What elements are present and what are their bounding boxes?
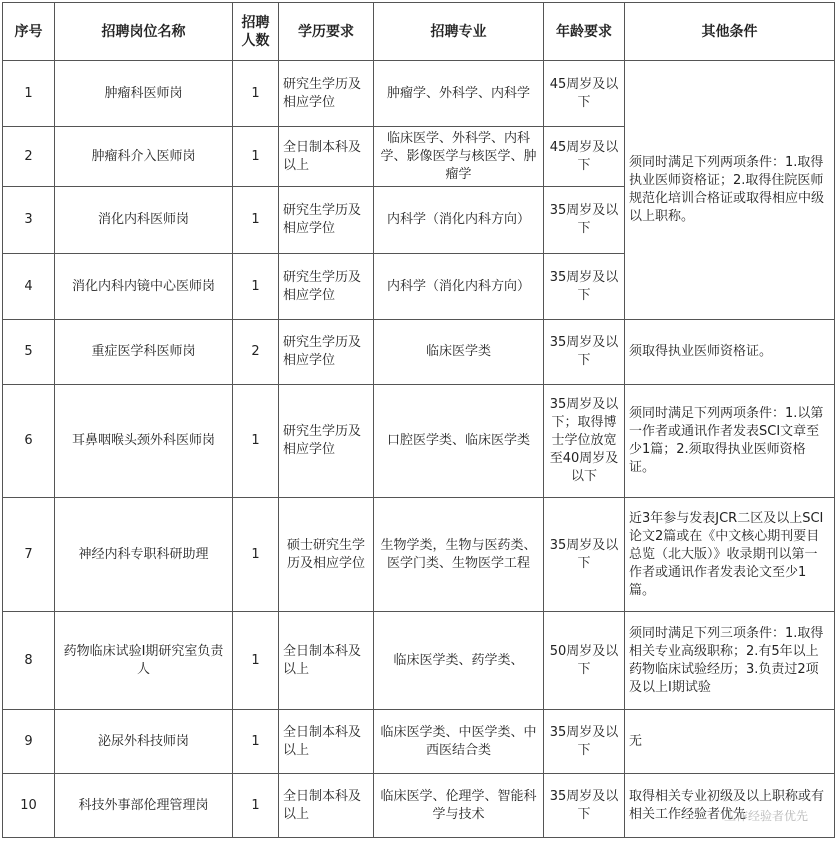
- recruitment-table: [2, 2, 835, 838]
- cell-position: 科技外事部伦理管理岗: [55, 774, 233, 838]
- cell-other: 须同时满足下列两项条件：1.以第一作者或通讯作者发表SCI文章至少1篇；2.须取得执业医师资格证。: [625, 385, 835, 498]
- cell-education: 全日制本科及以上: [279, 127, 374, 187]
- cell-major: 生物学类，生物与医药类、医学门类、生物医学工程: [374, 498, 544, 612]
- cell-index: 3: [3, 187, 55, 254]
- cell-major: 内科学（消化内科方向）: [374, 187, 544, 254]
- header-other: 其他条件: [625, 3, 835, 61]
- cell-age: 35周岁及以下: [544, 320, 625, 385]
- cell-position: 泌尿外科技师岗: [55, 710, 233, 774]
- cell-major: 肿瘤学、外科学、内科学: [374, 61, 544, 127]
- header-major: 招聘专业: [374, 3, 544, 61]
- cell-position: 消化内科医师岗: [55, 187, 233, 254]
- cell-education: 研究生学历及相应学位: [279, 320, 374, 385]
- cell-other: 近3年参与发表JCR二区及以上SCI论文2篇或在《中文核心期刊要目总览（北大版）》收录期刊以第一作者或通讯作者发表论文至少1篇。: [625, 498, 835, 612]
- cell-education: 研究生学历及相应学位: [279, 385, 374, 498]
- cell-age: 35周岁及以下: [544, 710, 625, 774]
- cell-index: 10: [3, 774, 55, 838]
- cell-other: 无: [625, 710, 835, 774]
- cell-other-shared: 须同时满足下列两项条件：1.取得执业医师资格证；2.取得住院医师规范化培训合格证或取得相应中级以上职称。: [625, 61, 835, 320]
- table-row: [3, 385, 835, 498]
- cell-education: 研究生学历及相应学位: [279, 254, 374, 320]
- header-count: 招聘人数: [233, 3, 279, 61]
- header-index: 序号: [3, 3, 55, 61]
- cell-major: 临床医学类、中医学类、中西医结合类: [374, 710, 544, 774]
- cell-age: 50周岁及以下: [544, 612, 625, 710]
- cell-education: 研究生学历及相应学位: [279, 187, 374, 254]
- cell-index: 5: [3, 320, 55, 385]
- cell-index: 7: [3, 498, 55, 612]
- cell-count: 1: [233, 61, 279, 127]
- cell-age: 35周岁及以下；取得博士学位放宽至40周岁及以下: [544, 385, 625, 498]
- cell-position: 重症医学科医师岗: [55, 320, 233, 385]
- cell-index: 9: [3, 710, 55, 774]
- table-row: [3, 320, 835, 385]
- table-row: [3, 710, 835, 774]
- cell-major: 内科学（消化内科方向）: [374, 254, 544, 320]
- table-row: [3, 498, 835, 612]
- table-row: [3, 61, 835, 127]
- watermark: 工作经验者优先: [724, 809, 809, 823]
- cell-count: 1: [233, 385, 279, 498]
- cell-position: 肿瘤科介入医师岗: [55, 127, 233, 187]
- cell-position: 耳鼻咽喉头颈外科医师岗: [55, 385, 233, 498]
- cell-major: 临床医学类: [374, 320, 544, 385]
- cell-other: 取得相关专业初级及以上职称或有相关工作经验者优先: [625, 774, 835, 838]
- cell-age: 45周岁及以下: [544, 127, 625, 187]
- header-row: [3, 3, 835, 61]
- cell-position: 消化内科内镜中心医师岗: [55, 254, 233, 320]
- cell-index: 2: [3, 127, 55, 187]
- table-row: [3, 612, 835, 710]
- cell-index: 8: [3, 612, 55, 710]
- header-age: 年龄要求: [544, 3, 625, 61]
- cell-count: 2: [233, 320, 279, 385]
- cell-index: 1: [3, 61, 55, 127]
- cell-count: 1: [233, 774, 279, 838]
- cell-education: 全日制本科及以上: [279, 612, 374, 710]
- cell-education: 硕士研究生学历及相应学位: [279, 498, 374, 612]
- cell-count: 1: [233, 498, 279, 612]
- cell-age: 35周岁及以下: [544, 254, 625, 320]
- cell-other: 须取得执业医师资格证。: [625, 320, 835, 385]
- cell-major: 临床医学、伦理学、智能科学与技术: [374, 774, 544, 838]
- cell-index: 4: [3, 254, 55, 320]
- cell-age: 35周岁及以下: [544, 498, 625, 612]
- cell-index: 6: [3, 385, 55, 498]
- cell-count: 1: [233, 710, 279, 774]
- cell-education: 全日制本科及以上: [279, 710, 374, 774]
- table-row: [3, 774, 835, 838]
- cell-position: 药物临床试验Ⅰ期研究室负责人: [55, 612, 233, 710]
- cell-age: 35周岁及以下: [544, 774, 625, 838]
- cell-count: 1: [233, 612, 279, 710]
- cell-major: 临床医学、外科学、内科学、影像医学与核医学、肿瘤学: [374, 127, 544, 187]
- cell-count: 1: [233, 127, 279, 187]
- header-position: 招聘岗位名称: [55, 3, 233, 61]
- cell-other: 须同时满足下列三项条件：1.取得相关专业高级职称；2.有5年以上药物临床试验经历；3.负责过2项及以上Ⅰ期试验: [625, 612, 835, 710]
- cell-education: 研究生学历及相应学位: [279, 61, 374, 127]
- cell-age: 45周岁及以下: [544, 61, 625, 127]
- header-education: 学历要求: [279, 3, 374, 61]
- cell-count: 1: [233, 254, 279, 320]
- cell-major: 临床医学类、药学类、: [374, 612, 544, 710]
- cell-age: 35周岁及以下: [544, 187, 625, 254]
- cell-count: 1: [233, 187, 279, 254]
- cell-major: 口腔医学类、临床医学类: [374, 385, 544, 498]
- cell-education: 全日制本科及以上: [279, 774, 374, 838]
- cell-position: 神经内科专职科研助理: [55, 498, 233, 612]
- cell-position: 肿瘤科医师岗: [55, 61, 233, 127]
